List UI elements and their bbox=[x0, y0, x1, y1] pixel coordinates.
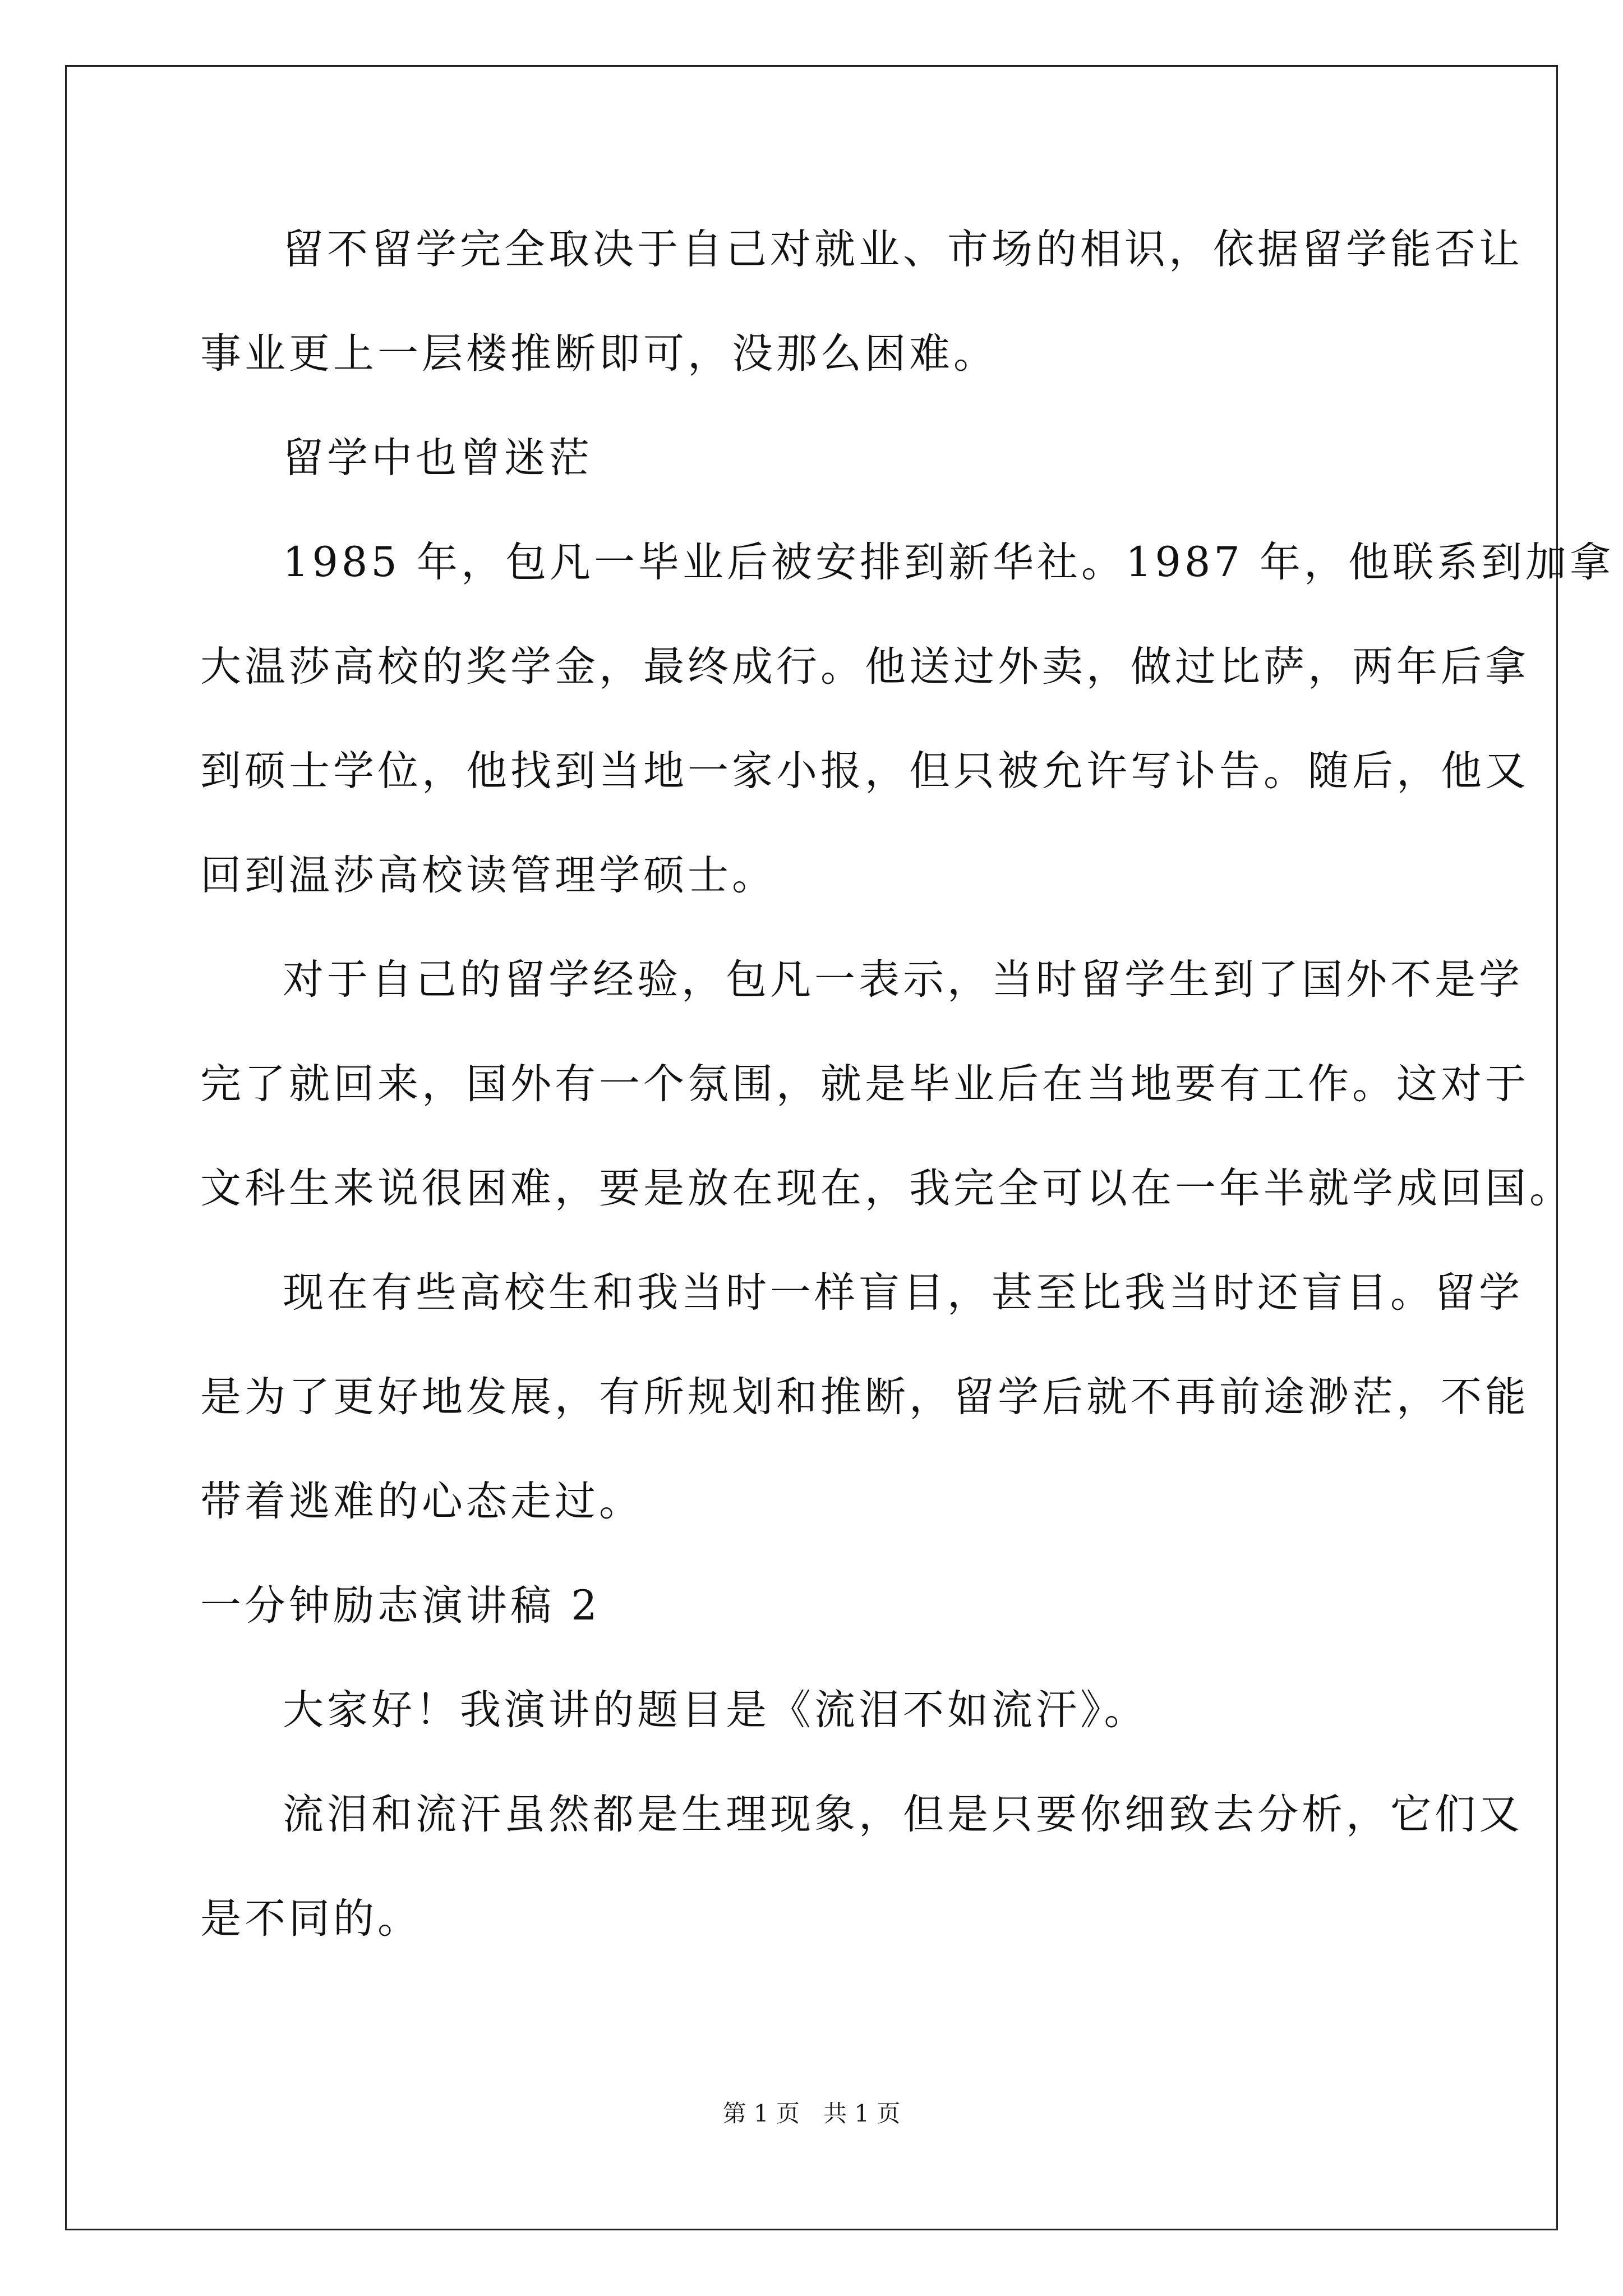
paragraph-line: 流泪和流汗虽然都是生理现象，但是只要你细致去分析，它们又 bbox=[283, 1791, 1523, 1838]
section-heading: 留学中也曾迷茫 bbox=[283, 434, 593, 482]
paragraph-line: 是为了更好地发展，有所规划和推断，留学后就不再前途渺茫，不能 bbox=[200, 1373, 1529, 1421]
paragraph-line: 1985 年，包凡一毕业后被安排到新华社。1987 年，他联系到加拿 bbox=[283, 539, 1614, 586]
paragraph-line: 完了就回来，国外有一个氛围，就是毕业后在当地要有工作。这对于 bbox=[200, 1060, 1529, 1108]
paragraph-line: 大温莎高校的奖学金，最终成行。他送过外卖，做过比萨，两年后拿 bbox=[200, 643, 1529, 691]
paragraph-line: 到硕士学位，他找到当地一家小报，但只被允许写讣告。随后，他又 bbox=[200, 747, 1529, 795]
paragraph-line: 对于自己的留学经验，包凡一表示，当时留学生到了国外不是学 bbox=[283, 956, 1523, 1004]
paragraph-line: 带着逃难的心态走过。 bbox=[200, 1478, 643, 1525]
paragraph-line: 现在有些高校生和我当时一样盲目，甚至比我当时还盲目。留学 bbox=[283, 1269, 1523, 1317]
paragraph-line: 回到温莎高校读管理学硕士。 bbox=[200, 852, 776, 899]
paragraph-line: 大家好！我演讲的题目是《流泪不如流汗》。 bbox=[283, 1686, 1149, 1734]
page-footer: 第 1 页 共 1 页 bbox=[722, 2100, 901, 2127]
paragraph-line: 是不同的。 bbox=[200, 1895, 422, 1943]
paragraph-line: 留不留学完全取决于自己对就业、市场的相识，依据留学能否让 bbox=[283, 226, 1523, 273]
paragraph-line: 事业更上一层楼推断即可，没那么困难。 bbox=[200, 330, 998, 378]
document-title: 一分钟励志演讲稿 2 bbox=[200, 1582, 601, 1630]
paragraph-line: 文科生来说很困难，要是放在现在，我完全可以在一年半就学成回国。 bbox=[200, 1165, 1574, 1212]
